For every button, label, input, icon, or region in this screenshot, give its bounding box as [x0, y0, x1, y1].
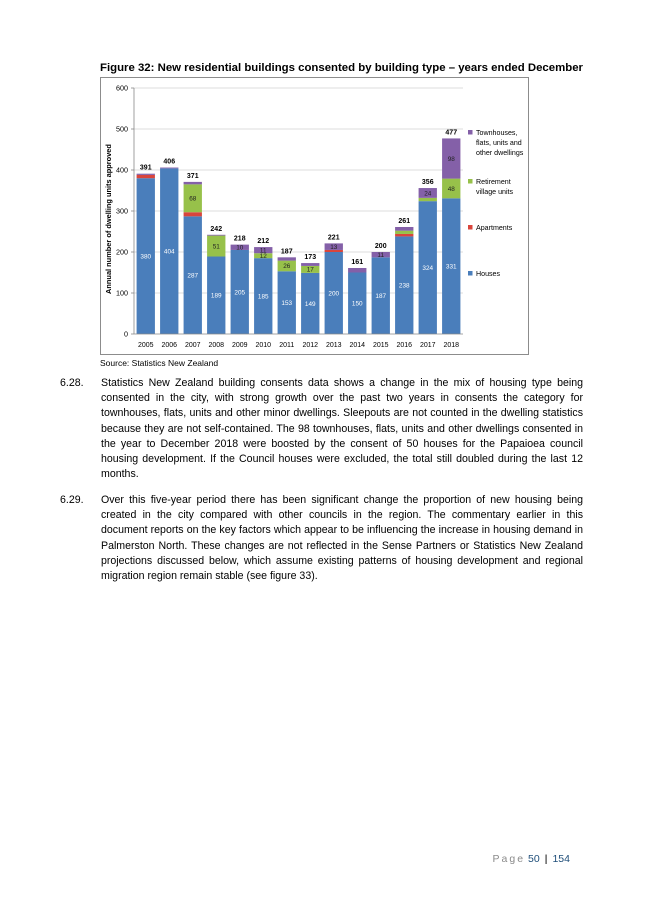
paragraph-number: 6.28. [60, 377, 84, 389]
y-tick-label: 600 [116, 83, 128, 93]
data-label: 51 [212, 243, 220, 251]
legend-label: village units [476, 188, 514, 196]
data-label: 189 [210, 292, 222, 300]
data-label: 13 [330, 243, 338, 251]
total-label: 371 [186, 172, 199, 180]
legend-label: flats, units and [476, 139, 522, 147]
x-tick-label: 2006 [161, 342, 178, 349]
data-label: 24 [424, 190, 432, 198]
bar-townhouses-2008 [207, 235, 225, 236]
data-label: 150 [351, 300, 363, 308]
x-tick-label: 2005 [137, 342, 154, 349]
data-label: 153 [281, 299, 293, 307]
data-label: 238 [398, 282, 410, 290]
bar-apartments-2007 [184, 212, 202, 216]
bar-apartments-2005 [137, 175, 155, 178]
total-label: 187 [280, 248, 293, 256]
data-label: 200 [328, 290, 340, 298]
total-label: 477 [445, 129, 458, 137]
x-tick-label: 2017 [419, 342, 436, 349]
x-tick-label: 2015 [372, 342, 389, 349]
data-label: 11 [259, 247, 267, 255]
page-footer [493, 853, 570, 865]
bar-retirement-2017 [419, 198, 437, 201]
data-label: 205 [234, 289, 246, 297]
paragraph-text: Over this five-year period there has been significant change the proportion of new housing being created in the city compared with other councils in the region. The commentary earlier in this document reports on the key factors which appear to be influencing the increase in housing demand in Palmerston North. These changes are not reflected in the Sense Partners or Statistics New Zealand projections discussed below, which assume existing patterns of housing development and regional migration region remain stable (see figure 33). [101, 494, 583, 583]
x-tick-label: 2007 [184, 342, 201, 349]
legend-label: Apartments [476, 224, 513, 232]
x-tick-label: 2016 [396, 342, 413, 349]
x-tick-label: 2011 [279, 342, 295, 349]
data-label: 98 [447, 155, 455, 163]
legend-label: Retirement [476, 178, 511, 186]
paragraph-6-28 [60, 376, 583, 482]
legend-label: Houses [476, 270, 501, 278]
total-label: 173 [304, 254, 317, 262]
total-label: 242 [210, 225, 223, 233]
data-label: 68 [189, 195, 197, 203]
data-label: 149 [304, 300, 316, 308]
x-tick-label: 2012 [302, 342, 319, 349]
legend-swatch [468, 179, 473, 184]
data-label: 12 [259, 252, 267, 260]
data-label: 331 [445, 263, 457, 271]
total-label: 356 [421, 179, 434, 187]
paragraph-number: 6.29. [60, 494, 84, 506]
bar-townhouses-2005 [137, 174, 155, 175]
stacked-bar-chart [100, 77, 530, 356]
legend-swatch [468, 130, 473, 135]
legend-label: Townhouses, [476, 129, 518, 137]
bar-townhouses-2016 [395, 227, 413, 231]
page-word: Page [492, 853, 526, 865]
bar-townhouses-2012 [301, 263, 319, 266]
y-tick-label: 200 [116, 247, 128, 257]
data-label: 26 [283, 263, 291, 271]
data-label: 404 [163, 248, 175, 256]
total-label: 391 [139, 164, 152, 172]
x-tick-label: 2009 [231, 342, 248, 349]
paragraph-6-29 [60, 493, 583, 584]
x-tick-label: 2008 [208, 342, 225, 349]
page-separator: | [544, 853, 548, 865]
data-label: 48 [447, 185, 455, 193]
total-label: 200 [374, 243, 387, 250]
x-tick-label: 2018 [443, 342, 460, 349]
data-label: 380 [140, 253, 152, 261]
y-tick-label: 100 [116, 288, 128, 298]
total-label: 406 [163, 158, 176, 166]
data-label: 11 [377, 251, 385, 259]
data-label: 324 [422, 264, 434, 272]
y-tick-label: 500 [116, 124, 128, 134]
bar-apartments-2016 [395, 234, 413, 236]
y-tick-label: 400 [116, 165, 128, 175]
y-tick-label: 300 [116, 206, 128, 216]
y-tick-label: 0 [124, 329, 128, 339]
total-label: 161 [351, 258, 364, 266]
bar-retirement-2016 [395, 231, 413, 234]
bar-townhouses-2006 [160, 168, 178, 169]
figure-source: Source: Statistics New Zealand [100, 358, 219, 368]
paragraph-text: Statistics New Zealand building consents data shows a change in the mix of housing type being consented in the city, with strong growth over the past two years in consents the category for townhouses, flats, units and other minor dwellings. Sleepouts are not counted in the dwelling statistics because they are not self-contained. The 98 townhouses, flats, units and other dwellings consented in the year to December 2018 were boosted by the consent of 50 houses for the Papaioea council housing development. If the Council houses were excluded, the total still doubled during the last 12 months. [101, 377, 583, 481]
total-label: 218 [233, 235, 246, 243]
y-axis-label: Annual number of dwelling units approved [104, 144, 113, 294]
legend-label: other dwellings [476, 149, 524, 157]
x-tick-label: 2014 [349, 342, 366, 349]
total-label: 221 [327, 234, 340, 242]
legend-swatch [468, 225, 473, 230]
data-label: 187 [375, 292, 387, 300]
figure-title: Figure 32: New residential buildings consented by building type – years ended December [100, 62, 583, 74]
total-pages: 154 [552, 853, 570, 865]
bar-townhouses-2014 [348, 268, 366, 273]
x-tick-label: 2013 [325, 342, 342, 349]
bar-townhouses-2011 [278, 257, 296, 260]
data-label: 10 [236, 244, 244, 252]
data-label: 17 [306, 266, 314, 274]
legend-swatch [468, 271, 473, 276]
bar-townhouses-2007 [184, 182, 202, 184]
data-label: 185 [257, 293, 269, 301]
total-label: 212 [257, 238, 270, 246]
page-number: 50 [527, 853, 540, 865]
total-label: 261 [398, 217, 411, 225]
data-label: 287 [187, 272, 199, 280]
x-tick-label: 2010 [255, 342, 272, 349]
